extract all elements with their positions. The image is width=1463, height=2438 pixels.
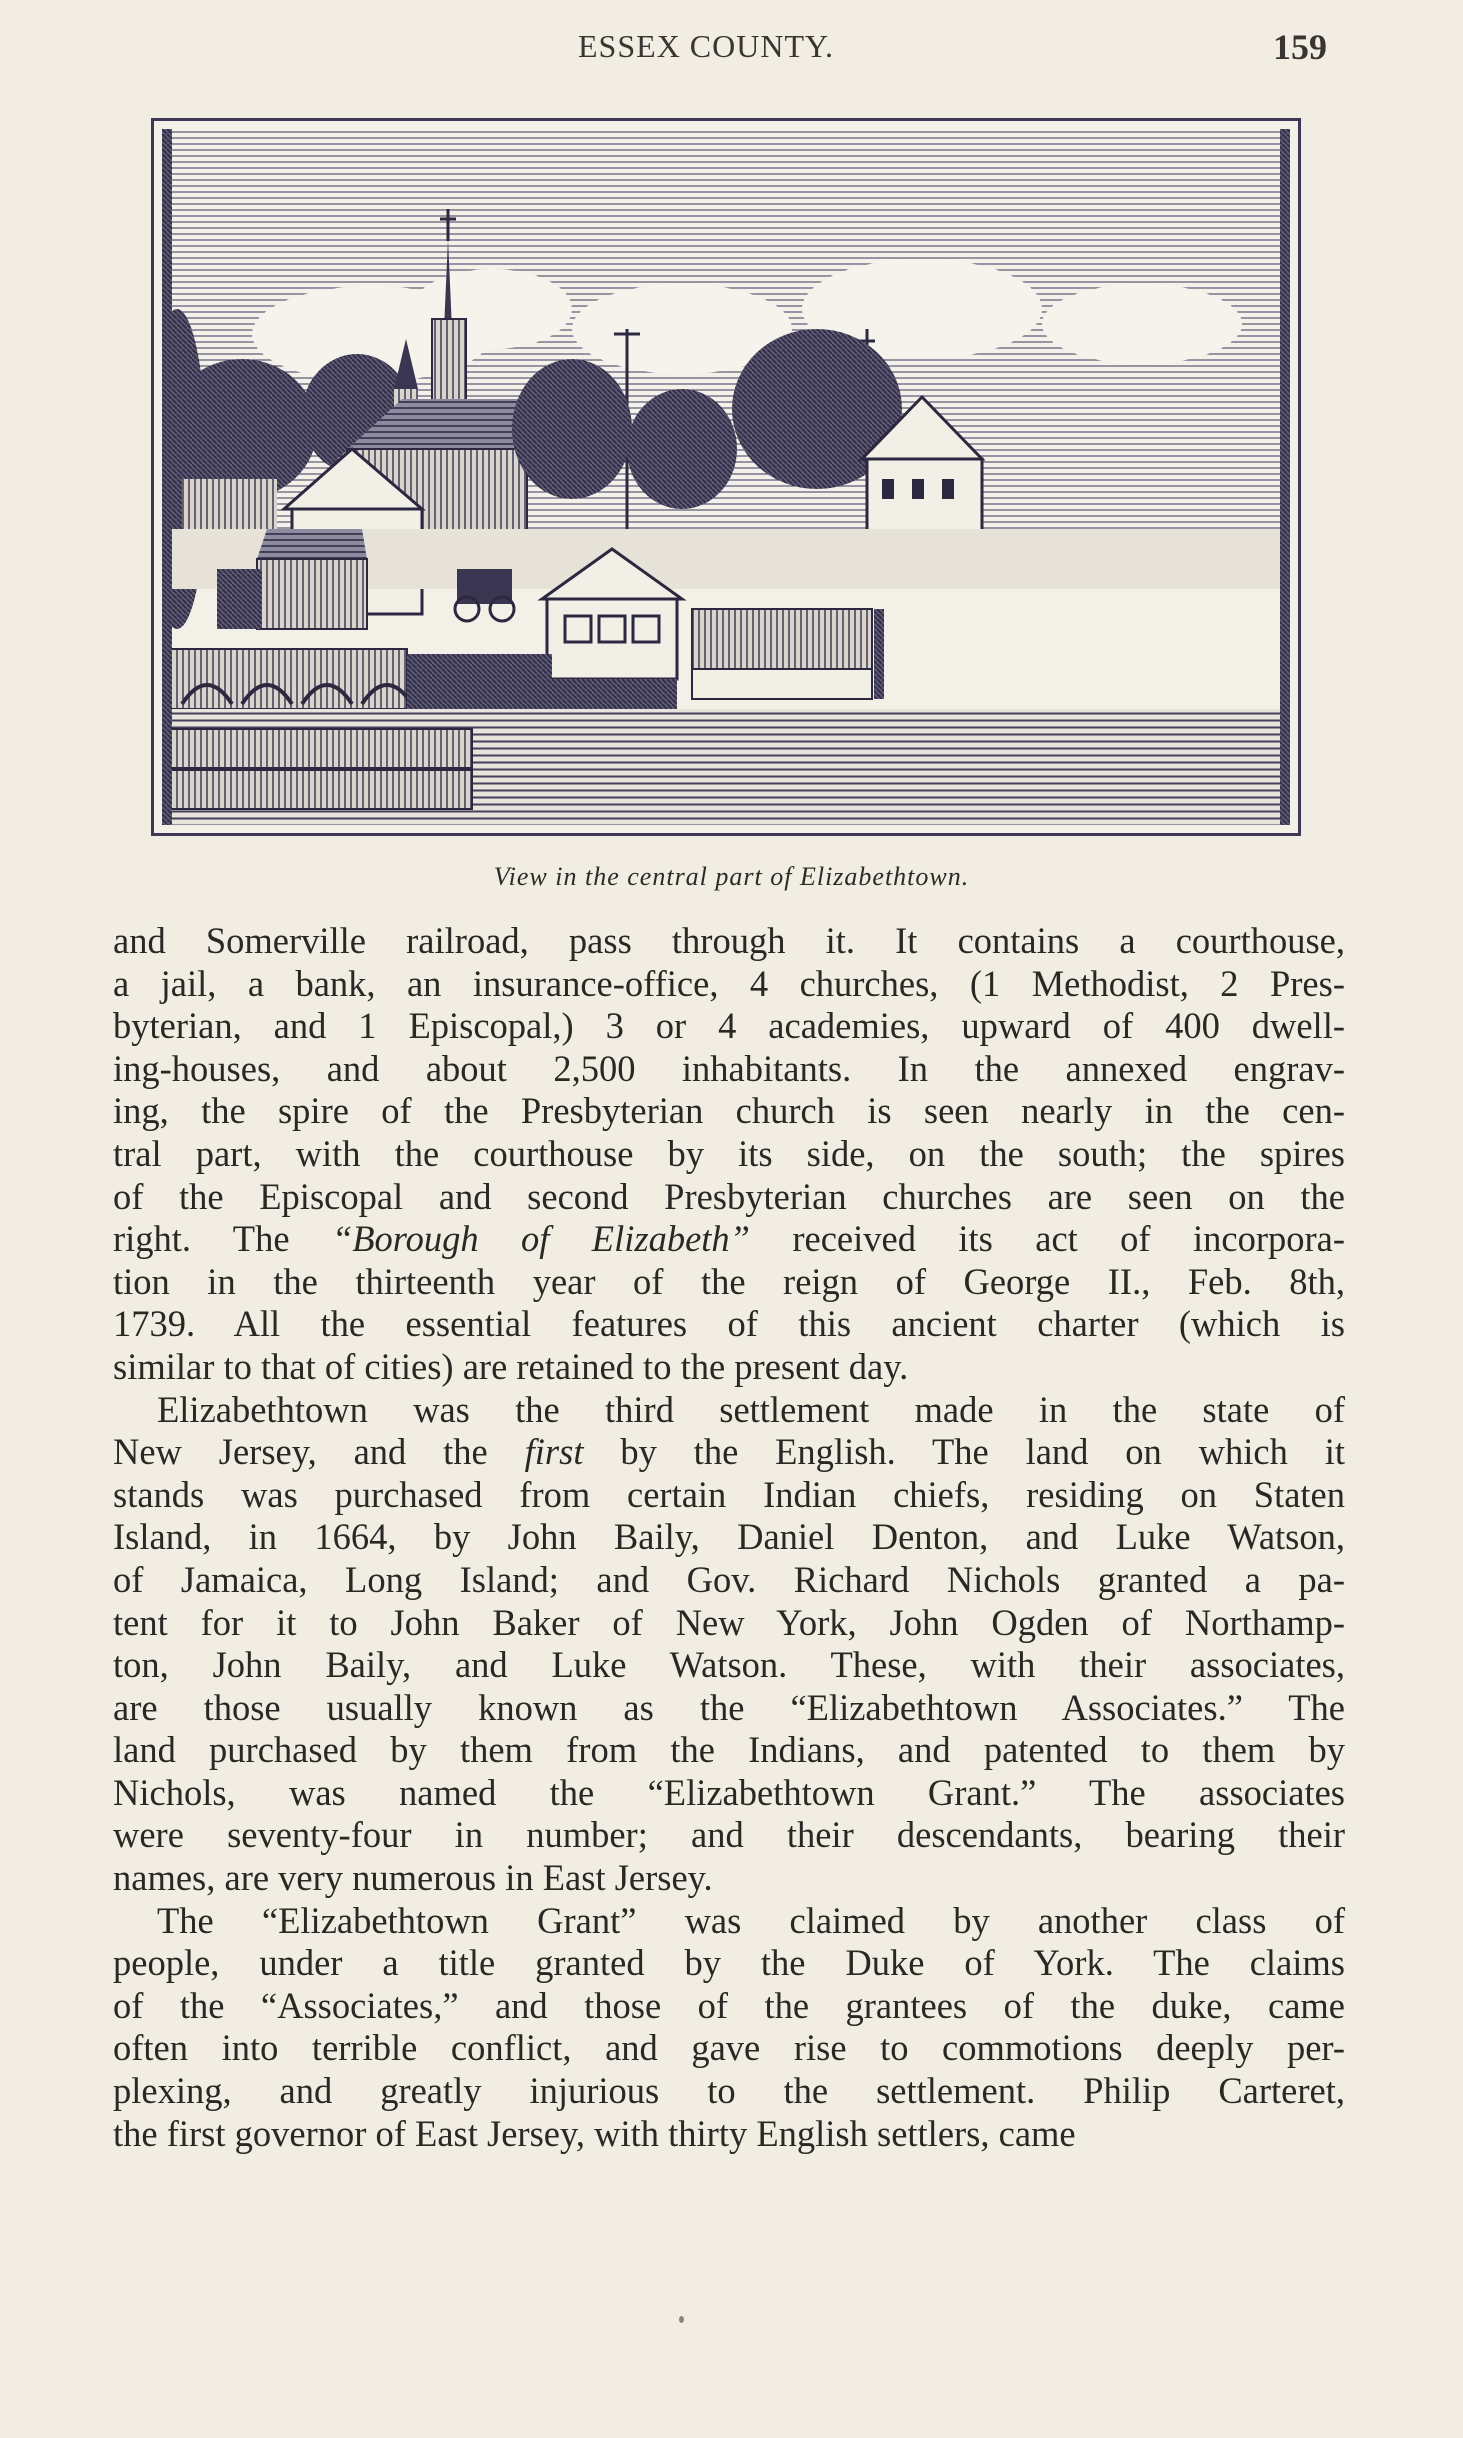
text-line: of the “Associates,” and those of the grantees of the duke, came	[113, 1984, 1345, 2026]
text-line: tent for it to John Baker of New York, John Ogden of Northamp-	[113, 1601, 1345, 1643]
text-line: people, under a title granted by the Duke of York. The claims	[113, 1942, 1345, 1984]
text-line: plexing, and greatly injurious to the settlement. Philip Carteret,	[113, 2070, 1345, 2112]
italic-run: first	[524, 1431, 584, 1473]
text-line: byterian, and 1 Episcopal,) 3 or 4 academies, upward of 400 dwell-	[113, 1005, 1345, 1047]
text-line: ing-houses, and about 2,500 inhabitants. In the annexed engrav-	[113, 1047, 1345, 1089]
text-run: right. The	[113, 1218, 332, 1260]
text-line: 1739. All the essential features of this ancient charter (which is	[113, 1303, 1345, 1345]
text-line: tral part, with the courthouse by its side, on the south; the spires	[113, 1132, 1345, 1174]
running-head-title: ESSEX COUNTY.	[578, 28, 834, 64]
page-number: 159	[1273, 27, 1327, 67]
text-line: Nichols, was named the “Elizabethtown Grant.” The associates	[113, 1771, 1345, 1813]
text-line: Elizabethtown was the third settlement made in the state of	[157, 1388, 1345, 1430]
text-run: New Jersey, and the	[113, 1431, 525, 1473]
running-head	[0, 28, 1463, 78]
text-line: ing, the spire of the Presbyterian church is seen nearly in the cen-	[113, 1090, 1345, 1132]
text-line: tion in the thirteenth year of the reign of George II., Feb. 8th,	[113, 1260, 1345, 1302]
text-line: and Somerville railroad, pass through it. It contains a courthouse,	[113, 920, 1345, 961]
text-line: were seventy-four in number; and their descendants, bearing their	[113, 1814, 1345, 1856]
text-line: of the Episcopal and second Presbyterian churches are seen on the	[113, 1175, 1345, 1217]
body-text	[113, 920, 1345, 2155]
text-line: are those usually known as the “Elizabethtown Associates.” The	[113, 1686, 1345, 1728]
text-run: received its act of incorpora-	[749, 1218, 1345, 1260]
text-line: Island, in 1664, by John Baily, Daniel Denton, and Luke Watson,	[113, 1516, 1345, 1558]
text-line: a jail, a bank, an insurance-office, 4 churches, (1 Methodist, 2 Pres-	[113, 962, 1345, 1004]
text-line: The “Elizabethtown Grant” was claimed by another class of	[157, 1899, 1345, 1941]
text-line: names, are very numerous in East Jersey.	[113, 1857, 713, 1899]
text-run: by the English. The land on which it	[583, 1431, 1345, 1473]
text-line	[113, 1431, 1345, 1474]
text-line: often into terrible conflict, and gave rise to commotions deeply per-	[113, 2027, 1345, 2069]
engraved-town-view-icon	[162, 129, 1290, 825]
text-line	[113, 1218, 1345, 1261]
figure-caption: View in the central part of Elizabethtown.	[493, 862, 970, 891]
text-line: similar to that of cities) are retained to the present day.	[113, 1345, 909, 1387]
text-line: the first governor of East Jersey, with thirty English settlers, came	[113, 2112, 1076, 2154]
page-speck	[679, 2316, 684, 2323]
text-line: ton, John Baily, and Luke Watson. These, with their associates,	[113, 1644, 1345, 1686]
text-line: land purchased by them from the Indians, and patented to them by	[113, 1729, 1345, 1771]
text-line: stands was purchased from certain Indian chiefs, residing on Staten	[113, 1473, 1345, 1515]
text-line: of Jamaica, Long Island; and Gov. Richard Nichols granted a pa-	[113, 1558, 1345, 1600]
engraving-figure	[151, 118, 1301, 836]
italic-run: “Borough of Elizabeth”	[331, 1218, 750, 1260]
